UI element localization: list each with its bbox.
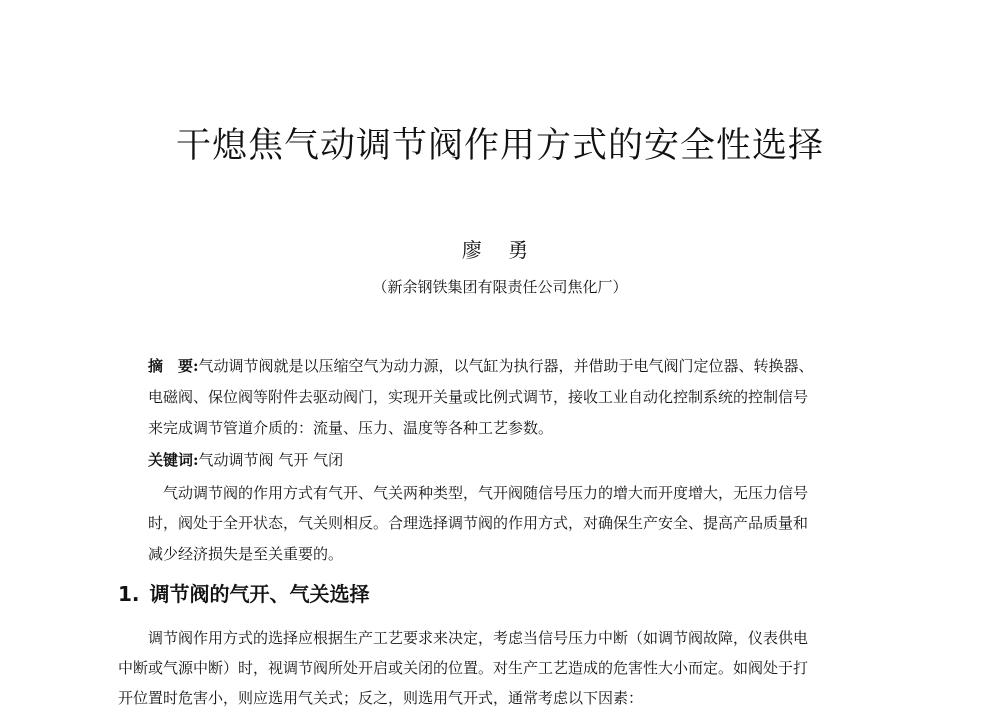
section-1-line-1: 调节阀作用方式的选择应根据生产工艺要求来决定，考虑当信号压力中断（如调节阀故障，仪表供电 xyxy=(148,629,809,647)
section-1-line-3: 开位置时危害小，则应选用气关式；反之，则选用气开式，通常考虑以下因素： xyxy=(118,689,644,707)
abstract-line-2: 电磁阀、保位阀等附件去驱动阀门，实现开关量或比例式调节，接收工业自动化控制系统的控制信号 xyxy=(148,388,809,406)
paper-title: 干熄焦气动调节阀作用方式的安全性选择 xyxy=(175,126,824,166)
intro-line-3: 减少经济损失是至关重要的。 xyxy=(148,545,344,563)
keywords-text: 气动调节阀 气开 气闭 xyxy=(198,451,344,469)
keywords-line xyxy=(148,450,343,470)
author-name: 廖 勇 xyxy=(461,238,539,262)
intro-line-2: 时，阀处于全开状态，气关则相反。合理选择调节阀的作用方式，对确保生产安全、提高产品质量和 xyxy=(148,514,809,532)
section-1-title: 调节阀的气开、气关选择 xyxy=(149,582,370,606)
section-1-heading xyxy=(118,578,370,607)
intro-line-1: 气动调节阀的作用方式有气开、气关两种类型，气开阀随信号压力的增大而开度增大，无压力信号 xyxy=(163,484,809,502)
section-1-line-2: 中断或气源中断）时，视调节阀所处开启或关闭的位置。对生产工艺造成的危害性大小而定。如阀处于打 xyxy=(118,659,809,677)
abstract-label: 摘 要: xyxy=(148,357,199,375)
section-1-number: 1. xyxy=(118,582,140,606)
abstract-text-1: 气动调节阀就是以压缩空气为动力源，以气缸为执行器，并借助于电气阀门定位器、转换器、 xyxy=(198,357,814,375)
author-affiliation: （新余钢铁集团有限责任公司焦化厂） xyxy=(372,278,628,296)
keywords-label: 关键词: xyxy=(148,451,199,469)
abstract-line-1 xyxy=(148,356,814,376)
abstract-line-3: 来完成调节管道介质的：流量、压力、温度等各种工艺参数。 xyxy=(148,419,554,437)
